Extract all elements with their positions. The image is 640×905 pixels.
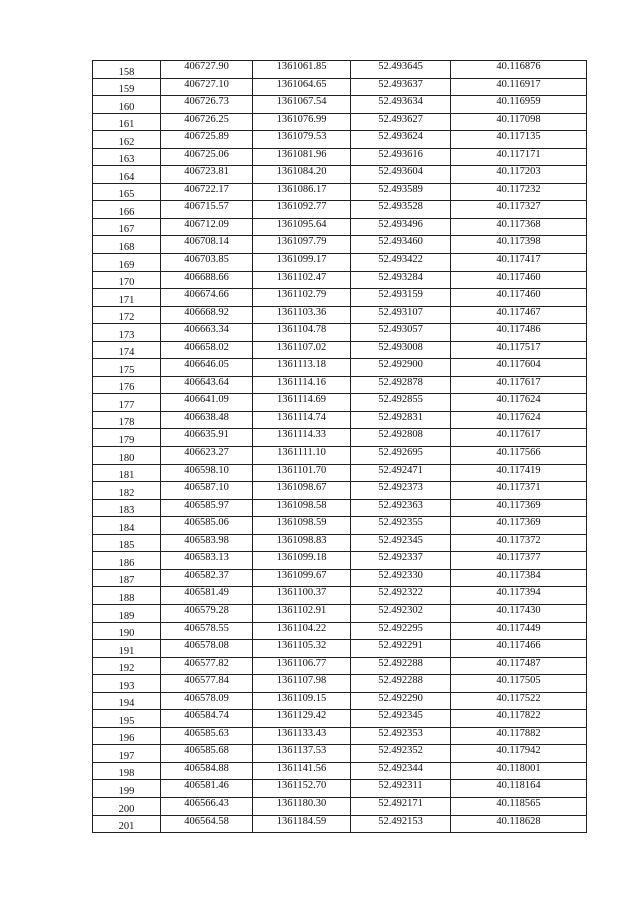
longitude-cell: 40.117942 [451,745,587,763]
table-row [93,762,587,780]
x-coordinate-cell: 406578.08 [161,640,253,658]
point-number-cell: 192 [93,657,161,675]
longitude-cell: 40.117417 [451,254,587,272]
longitude-cell: 40.117604 [451,359,587,377]
latitude-cell: 52.493107 [351,306,451,324]
x-coordinate-cell: 406579.28 [161,604,253,622]
y-coordinate-cell: 1361099.18 [253,552,351,570]
x-coordinate-cell: 406585.68 [161,745,253,763]
longitude-cell: 40.118001 [451,762,587,780]
point-number-cell: 171 [93,289,161,307]
longitude-cell: 40.117371 [451,482,587,500]
table-row [93,552,587,570]
y-coordinate-cell: 1361102.91 [253,604,351,622]
longitude-cell: 40.117566 [451,447,587,465]
table-row [93,394,587,412]
table-row [93,376,587,394]
latitude-cell: 52.493645 [351,61,451,79]
x-coordinate-cell: 406638.48 [161,411,253,429]
table-row [93,482,587,500]
table-row [93,148,587,166]
point-number-cell: 195 [93,710,161,728]
latitude-cell: 52.493624 [351,131,451,149]
latitude-cell: 52.492831 [351,411,451,429]
latitude-cell: 52.492153 [351,815,451,833]
latitude-cell: 52.492353 [351,727,451,745]
point-number-cell: 164 [93,166,161,184]
longitude-cell: 40.117486 [451,324,587,342]
longitude-cell: 40.117232 [451,183,587,201]
y-coordinate-cell: 1361104.78 [253,324,351,342]
table-row [93,324,587,342]
y-coordinate-cell: 1361102.79 [253,289,351,307]
point-number-cell: 179 [93,429,161,447]
point-number-cell: 165 [93,183,161,201]
x-coordinate-cell: 406584.74 [161,710,253,728]
x-coordinate-cell: 406577.82 [161,657,253,675]
table-row [93,604,587,622]
x-coordinate-cell: 406623.27 [161,447,253,465]
point-number-cell: 190 [93,622,161,640]
y-coordinate-cell: 1361109.15 [253,692,351,710]
longitude-cell: 40.116917 [451,78,587,96]
latitude-cell: 52.493057 [351,324,451,342]
longitude-cell: 40.117449 [451,622,587,640]
point-number-cell: 178 [93,411,161,429]
latitude-cell: 52.493460 [351,236,451,254]
y-coordinate-cell: 1361079.53 [253,131,351,149]
point-number-cell: 163 [93,148,161,166]
latitude-cell: 52.493159 [351,289,451,307]
y-coordinate-cell: 1361061.85 [253,61,351,79]
point-number-cell: 187 [93,569,161,587]
longitude-cell: 40.117372 [451,534,587,552]
point-number-cell: 186 [93,552,161,570]
y-coordinate-cell: 1361104.22 [253,622,351,640]
y-coordinate-cell: 1361114.16 [253,376,351,394]
longitude-cell: 40.118565 [451,797,587,815]
longitude-cell: 40.117368 [451,218,587,236]
longitude-cell: 40.117369 [451,499,587,517]
table-row [93,657,587,675]
table-row [93,692,587,710]
point-number-cell: 177 [93,394,161,412]
y-coordinate-cell: 1361114.74 [253,411,351,429]
table-row [93,622,587,640]
latitude-cell: 52.492295 [351,622,451,640]
latitude-cell: 52.492352 [351,745,451,763]
y-coordinate-cell: 1361067.54 [253,96,351,114]
y-coordinate-cell: 1361064.65 [253,78,351,96]
x-coordinate-cell: 406668.92 [161,306,253,324]
table-row [93,640,587,658]
y-coordinate-cell: 1361098.59 [253,517,351,535]
y-coordinate-cell: 1361092.77 [253,201,351,219]
x-coordinate-cell: 406578.09 [161,692,253,710]
point-number-cell: 185 [93,534,161,552]
coordinate-table [92,60,587,833]
x-coordinate-cell: 406726.25 [161,113,253,131]
latitude-cell: 52.493634 [351,96,451,114]
longitude-cell: 40.117384 [451,569,587,587]
table-row [93,464,587,482]
x-coordinate-cell: 406582.37 [161,569,253,587]
table-row [93,569,587,587]
point-number-cell: 176 [93,376,161,394]
x-coordinate-cell: 406703.85 [161,254,253,272]
latitude-cell: 52.492855 [351,394,451,412]
table-row [93,306,587,324]
y-coordinate-cell: 1361102.47 [253,271,351,289]
table-row [93,183,587,201]
point-number-cell: 168 [93,236,161,254]
longitude-cell: 40.117466 [451,640,587,658]
latitude-cell: 52.493604 [351,166,451,184]
point-number-cell: 188 [93,587,161,605]
longitude-cell: 40.116959 [451,96,587,114]
table-row [93,411,587,429]
y-coordinate-cell: 1361105.32 [253,640,351,658]
table-row [93,675,587,693]
longitude-cell: 40.117460 [451,271,587,289]
longitude-cell: 40.117882 [451,727,587,745]
latitude-cell: 52.493496 [351,218,451,236]
longitude-cell: 40.117098 [451,113,587,131]
x-coordinate-cell: 406715.57 [161,201,253,219]
y-coordinate-cell: 1361107.02 [253,341,351,359]
y-coordinate-cell: 1361100.37 [253,587,351,605]
x-coordinate-cell: 406641.09 [161,394,253,412]
longitude-cell: 40.117822 [451,710,587,728]
point-number-cell: 181 [93,464,161,482]
latitude-cell: 52.492311 [351,780,451,798]
longitude-cell: 40.117517 [451,341,587,359]
latitude-cell: 52.492808 [351,429,451,447]
x-coordinate-cell: 406587.10 [161,482,253,500]
x-coordinate-cell: 406643.64 [161,376,253,394]
longitude-cell: 40.117394 [451,587,587,605]
latitude-cell: 52.493589 [351,183,451,201]
longitude-cell: 40.117467 [451,306,587,324]
y-coordinate-cell: 1361152.70 [253,780,351,798]
y-coordinate-cell: 1361099.17 [253,254,351,272]
y-coordinate-cell: 1361086.17 [253,183,351,201]
x-coordinate-cell: 406566.43 [161,797,253,815]
point-number-cell: 199 [93,780,161,798]
latitude-cell: 52.492171 [351,797,451,815]
point-number-cell: 191 [93,640,161,658]
x-coordinate-cell: 406674.66 [161,289,253,307]
latitude-cell: 52.492288 [351,657,451,675]
latitude-cell: 52.492900 [351,359,451,377]
latitude-cell: 52.492363 [351,499,451,517]
table-row [93,447,587,465]
latitude-cell: 52.493627 [351,113,451,131]
longitude-cell: 40.117460 [451,289,587,307]
x-coordinate-cell: 406726.73 [161,96,253,114]
x-coordinate-cell: 406663.34 [161,324,253,342]
longitude-cell: 40.117487 [451,657,587,675]
longitude-cell: 40.118164 [451,780,587,798]
latitude-cell: 52.492330 [351,569,451,587]
x-coordinate-cell: 406578.55 [161,622,253,640]
x-coordinate-cell: 406658.02 [161,341,253,359]
table-row [93,131,587,149]
longitude-cell: 40.117624 [451,411,587,429]
x-coordinate-cell: 406577.84 [161,675,253,693]
latitude-cell: 52.492878 [351,376,451,394]
y-coordinate-cell: 1361113.18 [253,359,351,377]
point-number-cell: 167 [93,218,161,236]
y-coordinate-cell: 1361098.67 [253,482,351,500]
y-coordinate-cell: 1361133.43 [253,727,351,745]
y-coordinate-cell: 1361098.83 [253,534,351,552]
point-number-cell: 175 [93,359,161,377]
longitude-cell: 40.117505 [451,675,587,693]
latitude-cell: 52.492344 [351,762,451,780]
longitude-cell: 40.117398 [451,236,587,254]
y-coordinate-cell: 1361097.79 [253,236,351,254]
table-row [93,236,587,254]
point-number-cell: 182 [93,482,161,500]
x-coordinate-cell: 406585.06 [161,517,253,535]
x-coordinate-cell: 406708.14 [161,236,253,254]
latitude-cell: 52.493616 [351,148,451,166]
longitude-cell: 40.118628 [451,815,587,833]
latitude-cell: 52.492302 [351,604,451,622]
point-number-cell: 194 [93,692,161,710]
point-number-cell: 173 [93,324,161,342]
point-number-cell: 183 [93,499,161,517]
point-number-cell: 200 [93,797,161,815]
table-row [93,797,587,815]
longitude-cell: 40.116876 [451,61,587,79]
latitude-cell: 52.492337 [351,552,451,570]
longitude-cell: 40.117327 [451,201,587,219]
longitude-cell: 40.117377 [451,552,587,570]
y-coordinate-cell: 1361081.96 [253,148,351,166]
y-coordinate-cell: 1361101.70 [253,464,351,482]
y-coordinate-cell: 1361111.10 [253,447,351,465]
longitude-cell: 40.117419 [451,464,587,482]
table-row [93,587,587,605]
table-row [93,727,587,745]
latitude-cell: 52.493284 [351,271,451,289]
longitude-cell: 40.117135 [451,131,587,149]
latitude-cell: 52.492373 [351,482,451,500]
point-number-cell: 170 [93,271,161,289]
table-row [93,271,587,289]
table-row [93,341,587,359]
latitude-cell: 52.493422 [351,254,451,272]
x-coordinate-cell: 406727.90 [161,61,253,79]
y-coordinate-cell: 1361103.36 [253,306,351,324]
y-coordinate-cell: 1361106.77 [253,657,351,675]
latitude-cell: 52.492345 [351,710,451,728]
table-row [93,113,587,131]
table-row [93,815,587,833]
x-coordinate-cell: 406727.10 [161,78,253,96]
point-number-cell: 169 [93,254,161,272]
table-row [93,517,587,535]
table-row [93,710,587,728]
point-number-cell: 201 [93,815,161,833]
table-row [93,218,587,236]
latitude-cell: 52.493637 [351,78,451,96]
table-row [93,289,587,307]
x-coordinate-cell: 406688.66 [161,271,253,289]
point-number-cell: 172 [93,306,161,324]
longitude-cell: 40.117203 [451,166,587,184]
latitude-cell: 52.493008 [351,341,451,359]
table-row [93,166,587,184]
x-coordinate-cell: 406581.46 [161,780,253,798]
longitude-cell: 40.117522 [451,692,587,710]
point-number-cell: 193 [93,675,161,693]
x-coordinate-cell: 406585.63 [161,727,253,745]
table-row [93,534,587,552]
point-number-cell: 161 [93,113,161,131]
table-row [93,61,587,79]
point-number-cell: 166 [93,201,161,219]
x-coordinate-cell: 406583.13 [161,552,253,570]
point-number-cell: 198 [93,762,161,780]
y-coordinate-cell: 1361107.98 [253,675,351,693]
point-number-cell: 174 [93,341,161,359]
latitude-cell: 52.492290 [351,692,451,710]
latitude-cell: 52.492291 [351,640,451,658]
y-coordinate-cell: 1361076.99 [253,113,351,131]
table-row [93,745,587,763]
table-row [93,254,587,272]
point-number-cell: 159 [93,78,161,96]
x-coordinate-cell: 406583.98 [161,534,253,552]
y-coordinate-cell: 1361129.42 [253,710,351,728]
y-coordinate-cell: 1361084.20 [253,166,351,184]
point-number-cell: 196 [93,727,161,745]
y-coordinate-cell: 1361099.67 [253,569,351,587]
y-coordinate-cell: 1361137.53 [253,745,351,763]
longitude-cell: 40.117617 [451,429,587,447]
latitude-cell: 52.492355 [351,517,451,535]
y-coordinate-cell: 1361180.30 [253,797,351,815]
point-number-cell: 197 [93,745,161,763]
y-coordinate-cell: 1361098.58 [253,499,351,517]
x-coordinate-cell: 406723.81 [161,166,253,184]
x-coordinate-cell: 406725.06 [161,148,253,166]
longitude-cell: 40.117171 [451,148,587,166]
y-coordinate-cell: 1361141.56 [253,762,351,780]
y-coordinate-cell: 1361114.33 [253,429,351,447]
y-coordinate-cell: 1361095.64 [253,218,351,236]
x-coordinate-cell: 406598.10 [161,464,253,482]
longitude-cell: 40.117430 [451,604,587,622]
latitude-cell: 52.492695 [351,447,451,465]
longitude-cell: 40.117369 [451,517,587,535]
y-coordinate-cell: 1361184.59 [253,815,351,833]
latitude-cell: 52.492345 [351,534,451,552]
x-coordinate-cell: 406646.05 [161,359,253,377]
x-coordinate-cell: 406584.88 [161,762,253,780]
longitude-cell: 40.117624 [451,394,587,412]
x-coordinate-cell: 406722.17 [161,183,253,201]
x-coordinate-cell: 406564.58 [161,815,253,833]
latitude-cell: 52.493528 [351,201,451,219]
table-row [93,201,587,219]
y-coordinate-cell: 1361114.69 [253,394,351,412]
point-number-cell: 189 [93,604,161,622]
point-number-cell: 180 [93,447,161,465]
x-coordinate-cell: 406712.09 [161,218,253,236]
table-row [93,359,587,377]
table-row [93,78,587,96]
table-row [93,96,587,114]
coordinate-table-body [93,61,587,833]
point-number-cell: 160 [93,96,161,114]
table-row [93,780,587,798]
x-coordinate-cell: 406585.97 [161,499,253,517]
latitude-cell: 52.492322 [351,587,451,605]
latitude-cell: 52.492288 [351,675,451,693]
point-number-cell: 158 [93,61,161,79]
x-coordinate-cell: 406725.89 [161,131,253,149]
longitude-cell: 40.117617 [451,376,587,394]
point-number-cell: 162 [93,131,161,149]
x-coordinate-cell: 406635.91 [161,429,253,447]
point-number-cell: 184 [93,517,161,535]
x-coordinate-cell: 406581.49 [161,587,253,605]
table-row [93,429,587,447]
latitude-cell: 52.492471 [351,464,451,482]
table-row [93,499,587,517]
